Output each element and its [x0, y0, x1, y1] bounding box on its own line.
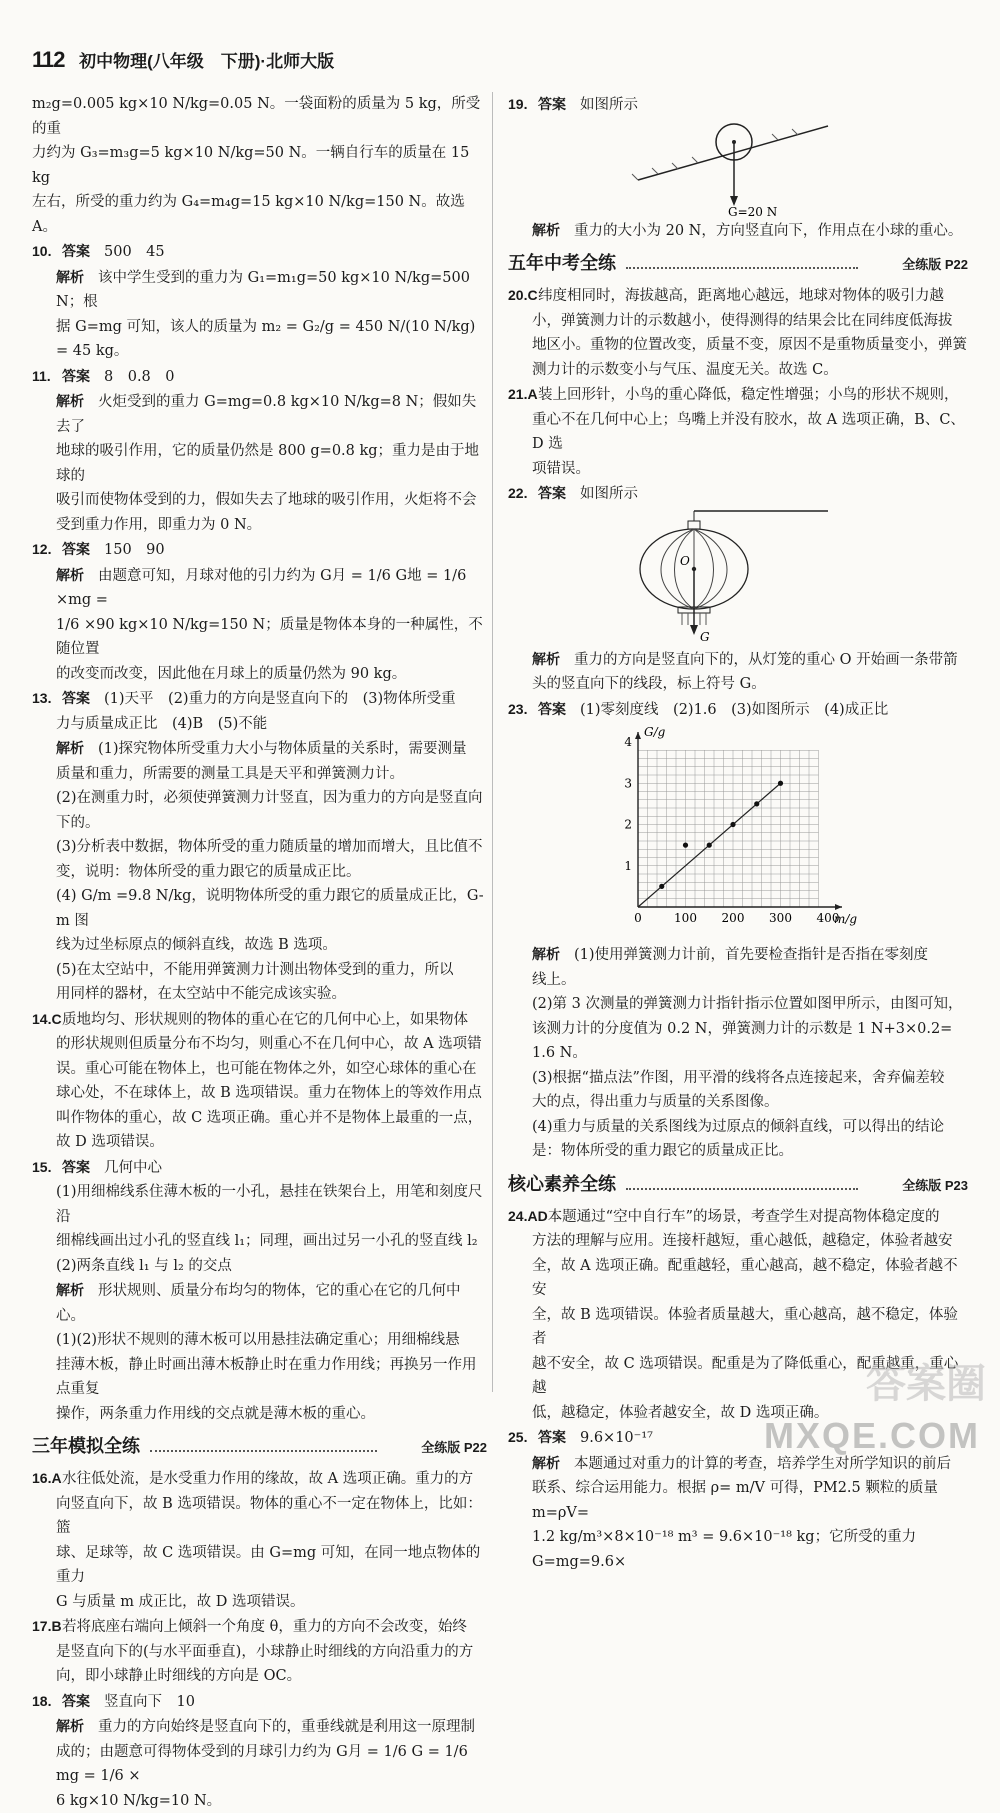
answer-text: (2)两条直线 l₁ 与 l₂ 的交点 — [32, 1254, 487, 1279]
text-line: 叫作物体的重心，故 C 选项正确。重心并不是物体上最重的一点， — [32, 1106, 487, 1131]
section-title: 三年模拟全练 — [32, 1434, 140, 1459]
question-number: 17.B — [32, 1614, 62, 1639]
text-line: 据 G=mg 可知，该人的质量为 m₂ = G₂/g = 450 N/(10 N/kg) = 45 kg。 — [32, 315, 487, 364]
analysis-tag: 解析 — [56, 1282, 84, 1298]
x-axis-label: m/g — [834, 912, 857, 926]
question-19 — [508, 92, 968, 243]
answer-tag: 答案 — [62, 368, 90, 384]
question-10 — [32, 239, 487, 364]
text-line: (4) G/m =9.8 N/kg，说明物体所受的重力跟它的质量成正比，G-m 图 — [32, 884, 487, 933]
ball-on-incline-figure — [628, 118, 848, 218]
text-line: 头的竖直向下的线段，标上符号 G。 — [508, 672, 968, 697]
answer-text: 如图所示 — [580, 97, 638, 113]
question-number: 12. — [32, 537, 62, 562]
text-line: 重力的方向始终是竖直向下的，重垂线就是利用这一原理制 — [98, 1719, 475, 1735]
text-line: (1)探究物体所受重力大小与物体质量的关系时，需要测量 — [98, 741, 467, 757]
book-title: 初中物理(八年级 下册)·北师大版 — [79, 52, 334, 71]
text-line: G 与质量 m 成正比，故 D 选项错误。 — [32, 1590, 487, 1615]
answer-tag: 答案 — [62, 541, 90, 557]
question-23 — [508, 697, 968, 1164]
y-tick-label: 2 — [624, 818, 632, 832]
text-line: (2)第 3 次测量的弹簧测力计指针指示位置如图甲所示，由图可知， — [508, 992, 968, 1017]
text-line: 该中学生受到的重力为 G₁=m₁g=50 kg×10 N/kg=500 N；根 — [56, 270, 470, 311]
text-line: 1.6 N。 — [508, 1041, 968, 1066]
data-point — [730, 822, 735, 827]
text-line: 若将底座右端向上倾斜一个角度 θ，重力的方向不会改变，始终 — [62, 1619, 467, 1635]
text-line: 是：物体所受的重力跟它的质量成正比。 — [508, 1139, 968, 1164]
answer-tag: 答案 — [538, 701, 566, 717]
text-line: 力约为 G₃=m₃g=5 kg×10 N/kg=50 N。一辆自行车的质量在 15 kg — [32, 141, 487, 190]
gravity-symbol-label: G — [700, 630, 710, 644]
text-line: 1.2 kg/m³×8×10⁻¹⁸ m³ = 9.6×10⁻¹⁸ kg；它所受的重力 G=mg=9.6× — [508, 1525, 968, 1574]
question-13 — [32, 686, 487, 1007]
section-page-ref: 全练版 P22 — [902, 253, 968, 278]
text-line: 重力的方向是竖直向下的，从灯笼的重心 O 开始画一条带箭 — [574, 652, 958, 668]
x-axis-arrow — [835, 904, 842, 910]
text-line: (5)在太空站中，不能用弹簧测力计测出物体受到的重力，所以 — [32, 958, 487, 983]
answer-text: 竖直向下 10 — [104, 1694, 195, 1710]
column-divider — [492, 92, 493, 1392]
lantern-figure — [638, 507, 838, 647]
text-line: 向，即小球静止时细线的方向是 OC。 — [32, 1664, 487, 1689]
center-of-gravity-label: O — [680, 554, 690, 568]
x-tick-label: 200 — [722, 911, 745, 925]
data-point — [778, 781, 783, 786]
section-five-year — [508, 249, 968, 279]
answer-text: (1)天平 (2)重力的方向是竖直向下的 (3)物体所受重 — [104, 691, 456, 707]
gravity-label: G=20 N — [728, 205, 777, 218]
question-number: 19. — [508, 92, 538, 117]
watermark-logo: 答案圈 — [866, 1372, 986, 1397]
text-line: (1)使用弹簧测力计前，首先要检查指针是否指在零刻度 — [574, 947, 928, 963]
answer-tag: 答案 — [62, 690, 90, 706]
text-line: 下的。 — [32, 811, 487, 836]
page-header — [32, 48, 482, 82]
text-line: 的形状规则但质量分布不均匀，则重心不在几何中心，故 A 选项错 — [32, 1032, 487, 1057]
right-column — [508, 92, 968, 1574]
text-line: 向竖直向下，故 B 选项错误。物体的重心不一定在物体上，比如：篮 — [32, 1492, 487, 1541]
text-line: (2)在测重力时，必须使弹簧测力计竖直，因为重力的方向是竖直向 — [32, 786, 487, 811]
answer-text: 几何中心 — [104, 1160, 162, 1176]
text-line: 本题通过“空中自行车”的场景，考查学生对提高物体稳定度的 — [548, 1209, 940, 1225]
answer-text: 细棉线画出过小孔的竖直线 l₁；同理，画出过另一小孔的竖直线 l₂ — [32, 1229, 487, 1254]
text-line: 吸引而使物体受到的力，假如失去了地球的吸引作用，火炬将不会 — [32, 488, 487, 513]
analysis-tag: 解析 — [56, 567, 84, 583]
text-line: 项错误。 — [508, 457, 968, 482]
text-line: 火炬受到的重力 G=mg=0.8 kg×10 N/kg=8 N；假如失去了 — [56, 394, 476, 435]
text-line: 小，弹簧测力计的示数越小，使得测得的结果会比在同纬度低海拔 — [508, 309, 968, 334]
y-axis-label: G/g — [644, 725, 666, 739]
question-number: 16.A — [32, 1466, 62, 1491]
analysis-tag: 解析 — [532, 651, 560, 667]
analysis-tag: 解析 — [56, 1718, 84, 1734]
text-line: 故 D 选项错误。 — [32, 1130, 487, 1155]
data-point — [683, 843, 688, 848]
analysis-tag: 解析 — [532, 222, 560, 238]
text-line: 挂薄木板，静止时画出薄木板静止时在重力作用线；再换另一作用点重复 — [32, 1353, 487, 1402]
answer-tag: 答案 — [538, 1429, 566, 1445]
dotted-leader — [626, 1188, 858, 1190]
text-line: 全，故 B 选项错误。体验者质量越大，重心越高，越不稳定，体验者 — [508, 1303, 968, 1352]
text-line: 装上回形针，小鸟的重心降低，稳定性增强；小鸟的形状不规则， — [538, 387, 959, 403]
text-line: 受到重力作用，即重力为 0 N。 — [32, 513, 487, 538]
text-line: 变，说明：物体所受的重力跟它的质量成正比。 — [32, 860, 487, 885]
text-line: 地区小。重物的位置改变，质量不变，原因不是重物质量变小，弹簧 — [508, 333, 968, 358]
text-line: 低，越稳定，体验者越安全，故 D 选项正确。 — [508, 1401, 968, 1426]
left-column — [32, 92, 487, 1813]
text-line: 成的；由题意可得物体受到的月球引力约为 G月 = 1/6 G = 1/6 mg = 1/6 × — [32, 1740, 487, 1789]
text-line: 左右，所受的重力约为 G₄=m₄g=15 kg×10 N/kg=150 N。故选 A。 — [32, 190, 487, 239]
question-number: 10. — [32, 239, 62, 264]
text-line: 线上。 — [508, 968, 968, 993]
text-line: 越不安全，故 C 选项错误。配重是为了降低重心，配重越重，重心越 — [508, 1352, 968, 1401]
text-line: 球、足球等，故 C 选项错误。由 G=mg 可知，在同一地点物体的重力 — [32, 1541, 487, 1590]
text-line: 大的点，得出重力与质量的关系图像。 — [508, 1090, 968, 1115]
question-14 — [32, 1007, 487, 1155]
text-line: 地球的吸引作用，它的质量仍然是 800 g=0.8 kg；重力是由于地球的 — [32, 439, 487, 488]
question-number: 25. — [508, 1425, 538, 1450]
section-three-year — [32, 1432, 487, 1462]
question-12 — [32, 537, 487, 686]
text-line: 误。重心可能在物体上，也可能在物体之外，如空心球体的重心在 — [32, 1057, 487, 1082]
answer-tag: 答案 — [62, 1159, 90, 1175]
text-line: 由题意可知，月球对他的引力约为 G月 = 1/6 G地 = 1/6 ×mg = — [56, 568, 466, 609]
continuation-text — [32, 92, 487, 239]
answer-tag: 答案 — [538, 96, 566, 112]
y-axis-arrow — [635, 732, 641, 739]
data-point — [754, 801, 759, 806]
text-line: 是竖直向下的(与水平面垂直)，小球静止时细线的方向沿重力的方 — [32, 1640, 487, 1665]
text-line: 的改变而改变，因此他在月球上的质量仍然为 90 kg。 — [32, 662, 487, 687]
question-number: 18. — [32, 1689, 62, 1714]
data-point — [707, 843, 712, 848]
y-tick-label: 3 — [624, 776, 632, 790]
answer-text: (1)零刻度线 (2)1.6 (3)如图所示 (4)成正比 — [580, 702, 888, 718]
watermark-url: MXQE.COM — [764, 1424, 980, 1449]
y-tick-label: 1 — [624, 859, 632, 873]
dotted-leader — [626, 267, 858, 269]
analysis-tag: 解析 — [56, 740, 84, 756]
page-number: 112 — [32, 47, 65, 72]
text-line: 6 kg×10 N/kg=10 N。 — [32, 1789, 487, 1813]
g-m-graph — [608, 722, 868, 942]
text-line: 用同样的器材，在太空站中不能完成该实验。 — [32, 982, 487, 1007]
answer-text: 150 90 — [104, 542, 165, 558]
text-line: 联系、综合运用能力。根据 ρ= m/V 可得，PM2.5 颗粒的质量 m=ρV= — [508, 1476, 968, 1525]
question-16 — [32, 1466, 487, 1614]
section-title: 五年中考全练 — [508, 251, 616, 276]
text-line: 1/6 ×90 kg×10 N/kg=150 N；质量是物体本身的一种属性，不随位置 — [32, 613, 487, 662]
answer-text: 力与质量成正比 (4)B (5)不能 — [32, 712, 487, 737]
answer-tag: 答案 — [62, 1693, 90, 1709]
text-line: 重心不在几何中心上；鸟嘴上并没有胶水，故 A 选项正确，B、C、D 选 — [508, 408, 968, 457]
question-number: 14.C — [32, 1007, 62, 1032]
text-line: (3)分析表中数据，物体所受的重力随质量的增加而增大，且比值不 — [32, 835, 487, 860]
text-line: 该测力计的分度值为 0.2 N，弹簧测力计的示数是 1 N+3×0.2= — [508, 1017, 968, 1042]
analysis-tag: 解析 — [56, 393, 84, 409]
text-line: 全，故 A 选项正确。配重越轻，重心越高，越不稳定，体验者越不安 — [508, 1254, 968, 1303]
section-page-ref: 全练版 P22 — [421, 1436, 487, 1461]
question-number: 23. — [508, 697, 538, 722]
analysis-tag: 解析 — [532, 1455, 560, 1471]
text-line: (1)(2)形状不规则的薄木板可以用悬挂法确定重心；用细棉线悬 — [32, 1328, 487, 1353]
answer-tag: 答案 — [538, 485, 566, 501]
question-number: 13. — [32, 686, 62, 711]
question-number: 20.C — [508, 283, 538, 308]
answer-text: (1)用细棉线系住薄木板的一小孔，悬挂在铁架台上，用笔和刻度尺沿 — [32, 1180, 487, 1229]
question-20 — [508, 283, 968, 382]
text-line: 方法的理解与应用。连接杆越短，重心越低，越稳定，体验者越安 — [508, 1229, 968, 1254]
question-11 — [32, 364, 487, 538]
text-line: 测力计的示数变小与气压、温度无关。故选 C。 — [508, 358, 968, 383]
answer-tag: 答案 — [62, 243, 90, 259]
text-line: 质地均匀、形状规则的物体的重心在它的几何中心上，如果物体 — [62, 1012, 468, 1028]
dotted-leader — [150, 1450, 377, 1452]
y-tick-label: 4 — [624, 735, 632, 749]
answer-text: 9.6×10⁻¹⁷ — [580, 1430, 653, 1446]
answer-text: 8 0.8 0 — [104, 369, 175, 385]
answer-text: 500 45 — [104, 244, 165, 260]
text-line: 纬度相同时，海拔越高，距离地心越远，地球对物体的吸引力越 — [538, 288, 944, 304]
question-number: 15. — [32, 1155, 62, 1180]
text-line: 本题通过对重力的计算的考查，培养学生对所学知识的前后 — [574, 1456, 951, 1472]
text-line: (3)根据“描点法”作图，用平滑的线将各点连接起来，舍弃偏差较 — [508, 1066, 968, 1091]
text-line: 球心处，不在球体上，故 B 选项错误。重力在物体上的等效作用点 — [32, 1081, 487, 1106]
section-title: 核心素养全练 — [508, 1172, 616, 1197]
text-line: 水往低处流，是水受重力作用的缘故，故 A 选项正确。重力的方 — [62, 1471, 473, 1487]
question-17 — [32, 1614, 487, 1689]
question-15 — [32, 1155, 487, 1427]
section-page-ref: 全练版 P23 — [902, 1174, 968, 1199]
text-line: m₂g=0.005 kg×10 N/kg=0.05 N。一袋面粉的质量为 5 kg，所受的重 — [32, 92, 487, 141]
text-line: 重力的大小为 20 N，方向竖直向下，作用点在小球的重心。 — [574, 223, 962, 239]
question-number: 11. — [32, 364, 62, 389]
question-number: 22. — [508, 481, 538, 506]
question-number: 21.A — [508, 382, 538, 407]
question-22 — [508, 481, 968, 697]
data-point — [659, 884, 664, 889]
answer-text: 如图所示 — [580, 486, 638, 502]
question-number: 24.AD — [508, 1204, 548, 1229]
text-line: 质量和重力，所需要的测量工具是天平和弹簧测力计。 — [32, 762, 487, 787]
text-line: 线为过坐标原点的倾斜直线，故选 B 选项。 — [32, 933, 487, 958]
question-21 — [508, 382, 968, 481]
question-18 — [32, 1689, 487, 1813]
analysis-tag: 解析 — [532, 946, 560, 962]
analysis-tag: 解析 — [56, 269, 84, 285]
x-tick-label: 300 — [769, 911, 792, 925]
x-tick-label: 0 — [634, 911, 642, 925]
x-tick-label: 400 — [817, 911, 840, 925]
text-line: 形状规则、质量分布均匀的物体，它的重心在它的几何中心。 — [56, 1283, 461, 1324]
x-tick-label: 100 — [674, 911, 697, 925]
text-line: 操作，两条重力作用线的交点就是薄木板的重心。 — [32, 1402, 487, 1427]
section-core — [508, 1170, 968, 1200]
text-line: (4)重力与质量的关系图线为过原点的倾斜直线，可以得出的结论 — [508, 1115, 968, 1140]
